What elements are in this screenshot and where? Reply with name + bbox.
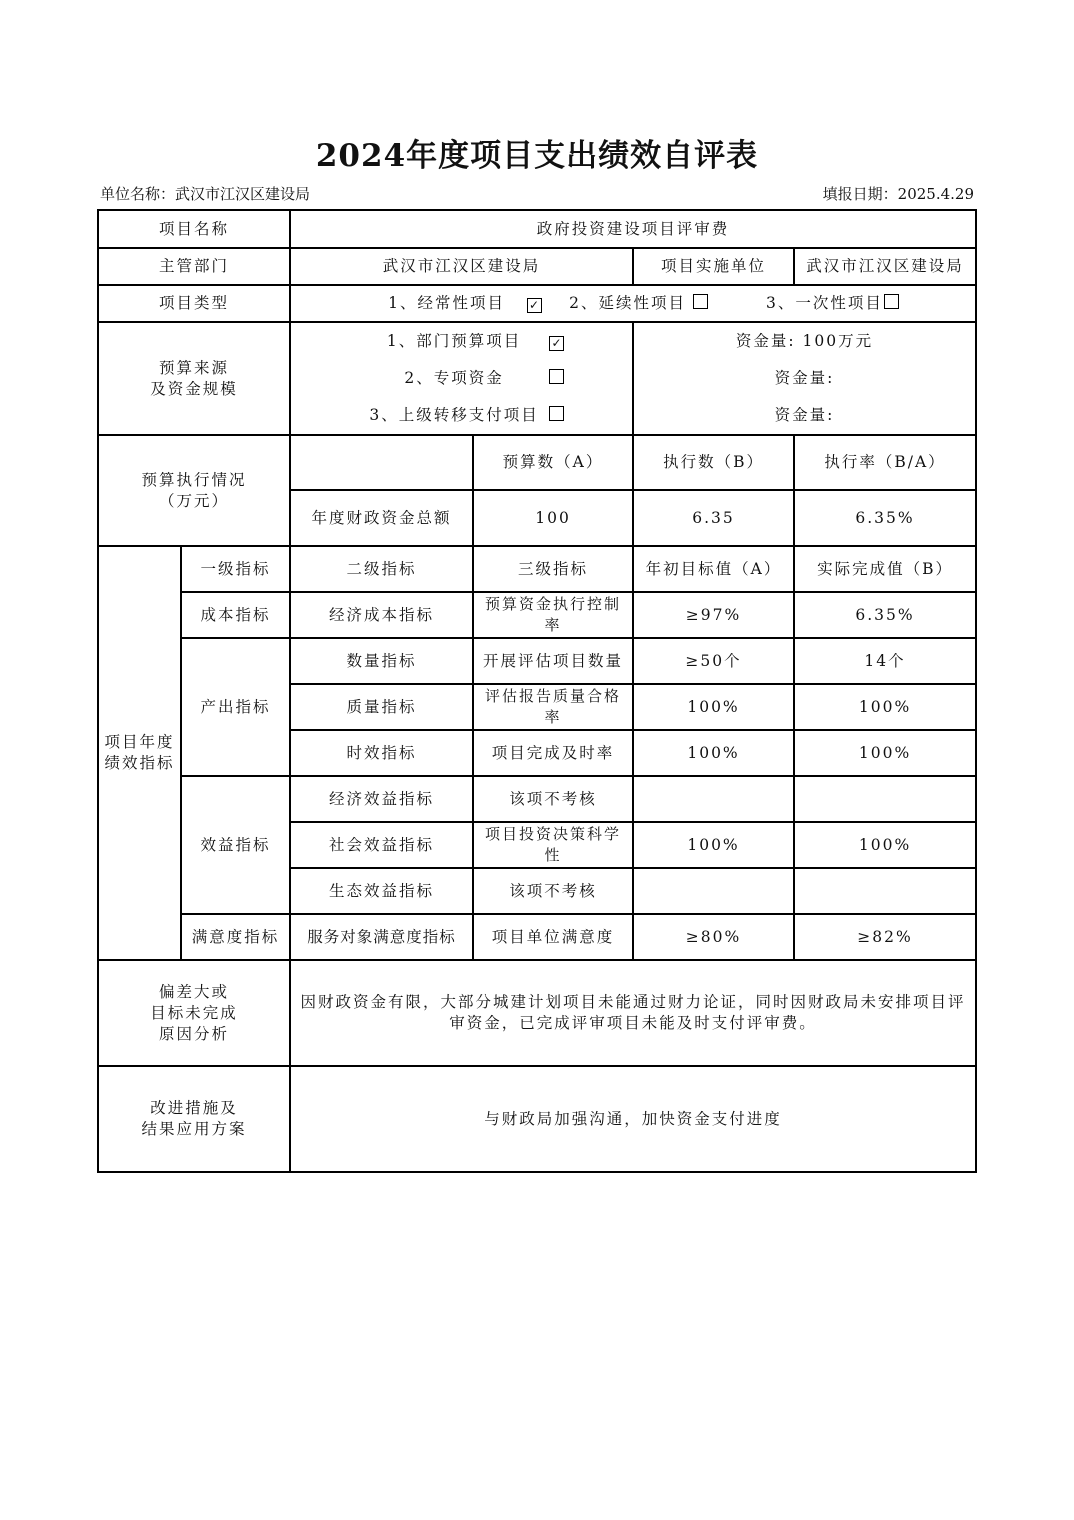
deviation-text: 因财政资金有限，大部分城建计划项目未能通过财力论证，同时因财政局未安排项目评审资金，已完成评审项目未能及时支付评审费。	[290, 960, 976, 1066]
budget-amount: 资金量:	[774, 406, 835, 424]
indicator-header: 三级指标	[473, 546, 633, 592]
indicator-row	[98, 638, 976, 684]
deviation-label-line: 偏差大或	[159, 982, 230, 1001]
department-value: 武汉市江汉区建设局	[290, 248, 633, 285]
budget-source-label-line: 预算来源	[159, 358, 230, 377]
indicator-level3: 项目投资决策科学性	[473, 822, 633, 868]
deviation-label-line: 目标未完成	[150, 1003, 238, 1022]
execution-value: 100	[473, 490, 633, 546]
project-type-option: 2、延续性项目	[569, 294, 686, 312]
impl-unit-label: 项目实施单位	[633, 248, 794, 285]
execution-row-label: 年度财政资金总额	[290, 490, 473, 546]
indicator-group-cost: 成本指标	[181, 592, 290, 638]
deviation-row	[98, 960, 976, 1066]
evaluation-table	[97, 209, 977, 1173]
indicator-header: 年初目标值（A）	[633, 546, 794, 592]
indicator-header: 一级指标	[181, 546, 290, 592]
indicator-target	[633, 776, 794, 822]
budget-source-label-line: 及资金规模	[150, 379, 238, 398]
execution-label	[98, 435, 290, 546]
checkbox-checked-icon[interactable]: ✓	[527, 298, 542, 313]
checkbox-icon[interactable]	[693, 294, 708, 309]
budget-source-item: 2、专项资金	[295, 360, 628, 397]
indicator-level3: 该项不考核	[473, 868, 633, 914]
indicator-level3: 预算资金执行控制率	[473, 592, 633, 638]
indicator-level3: 项目完成及时率	[473, 730, 633, 776]
page-title: 2024年度项目支出绩效自评表	[315, 138, 759, 174]
execution-header: 执行数（B）	[633, 435, 794, 490]
checkbox-icon[interactable]	[549, 406, 564, 421]
budget-source-label	[98, 322, 290, 435]
indicator-actual: 6.35%	[794, 592, 976, 638]
indicator-level2: 社会效益指标	[290, 822, 473, 868]
report-date: 填报日期：2025.4.29	[822, 185, 974, 203]
budget-source-row	[98, 322, 976, 435]
indicator-level2: 经济效益指标	[290, 776, 473, 822]
indicator-level2: 数量指标	[290, 638, 473, 684]
indicator-level3: 开展评估项目数量	[473, 638, 633, 684]
indicator-actual: 14个	[794, 638, 976, 684]
project-type-option: 1、经常性项目	[388, 294, 506, 312]
indicators-label-line: 绩效指标	[104, 754, 175, 772]
indicator-target: 100%	[633, 822, 794, 868]
indicator-header: 实际完成值（B）	[794, 546, 976, 592]
project-name-label: 项目名称	[98, 210, 290, 248]
indicator-target: ≥50个	[633, 638, 794, 684]
unit-name: 单位名称：武汉市江汉区建设局	[100, 185, 311, 203]
indicator-level3: 评估报告质量合格率	[473, 684, 633, 730]
budget-source-item: 3、上级转移支付项目	[295, 397, 628, 434]
indicator-row	[98, 592, 976, 638]
project-type-label: 项目类型	[98, 285, 290, 322]
indicator-header: 二级指标	[290, 546, 473, 592]
indicator-target: 100%	[633, 684, 794, 730]
improvement-label	[98, 1066, 290, 1172]
checkbox-icon[interactable]	[884, 294, 899, 309]
budget-source-item: 1、部门预算项目 ✓	[295, 323, 628, 360]
project-name-value: 政府投资建设项目评审费	[290, 210, 976, 248]
project-type-row	[98, 285, 976, 322]
checkbox-icon[interactable]	[549, 369, 564, 384]
indicator-actual	[794, 776, 976, 822]
indicator-level2: 服务对象满意度指标	[290, 914, 473, 960]
execution-value: 6.35%	[794, 490, 976, 546]
execution-header: 执行率（B/A）	[794, 435, 976, 490]
indicator-actual: 100%	[794, 730, 976, 776]
budget-source-amounts	[633, 322, 976, 435]
indicator-level2: 经济成本指标	[290, 592, 473, 638]
improvement-label-line: 改进措施及	[150, 1099, 238, 1117]
indicator-row	[98, 776, 976, 822]
project-name-row	[98, 210, 976, 248]
indicator-header-row	[98, 546, 976, 592]
indicator-group-benefit: 效益指标	[181, 776, 290, 914]
indicator-target: ≥80%	[633, 914, 794, 960]
indicator-actual: ≥82%	[794, 914, 976, 960]
indicators-label-line: 项目年度	[104, 733, 175, 751]
indicator-group-output: 产出指标	[181, 638, 290, 776]
department-row	[98, 248, 976, 285]
improvement-text: 与财政局加强沟通，加快资金支付进度	[290, 1066, 976, 1172]
improvement-label-line: 结果应用方案	[141, 1120, 247, 1138]
impl-unit-value: 武汉市江汉区建设局	[794, 248, 976, 285]
indicator-target	[633, 868, 794, 914]
deviation-label-line: 原因分析	[159, 1024, 230, 1043]
project-type-options	[290, 285, 976, 322]
budget-source-items	[290, 322, 633, 435]
indicator-level2: 时效指标	[290, 730, 473, 776]
indicator-level2: 质量指标	[290, 684, 473, 730]
indicator-group-satisfaction: 满意度指标	[181, 914, 290, 960]
execution-label-line: （万元）	[159, 491, 230, 510]
execution-blank-cell	[290, 435, 473, 490]
indicator-level3: 该项不考核	[473, 776, 633, 822]
indicator-actual	[794, 868, 976, 914]
indicator-target: 100%	[633, 730, 794, 776]
improvement-row	[98, 1066, 976, 1172]
indicator-actual: 100%	[794, 822, 976, 868]
checkbox-checked-icon[interactable]: ✓	[549, 336, 564, 351]
indicator-level3: 项目单位满意度	[473, 914, 633, 960]
execution-header-row	[98, 435, 976, 490]
execution-label-line: 预算执行情况	[141, 470, 247, 489]
execution-header: 预算数（A）	[473, 435, 633, 490]
budget-amount: 资金量: 100万元	[735, 332, 874, 350]
deviation-label	[98, 960, 290, 1066]
indicator-row	[98, 914, 976, 960]
indicator-level2: 生态效益指标	[290, 868, 473, 914]
indicator-actual: 100%	[794, 684, 976, 730]
indicators-label	[98, 546, 181, 960]
execution-value: 6.35	[633, 490, 794, 546]
department-label: 主管部门	[98, 248, 290, 285]
indicator-target: ≥97%	[633, 592, 794, 638]
budget-amount: 资金量:	[774, 369, 835, 387]
project-type-option: 3、一次性项目	[766, 294, 883, 312]
